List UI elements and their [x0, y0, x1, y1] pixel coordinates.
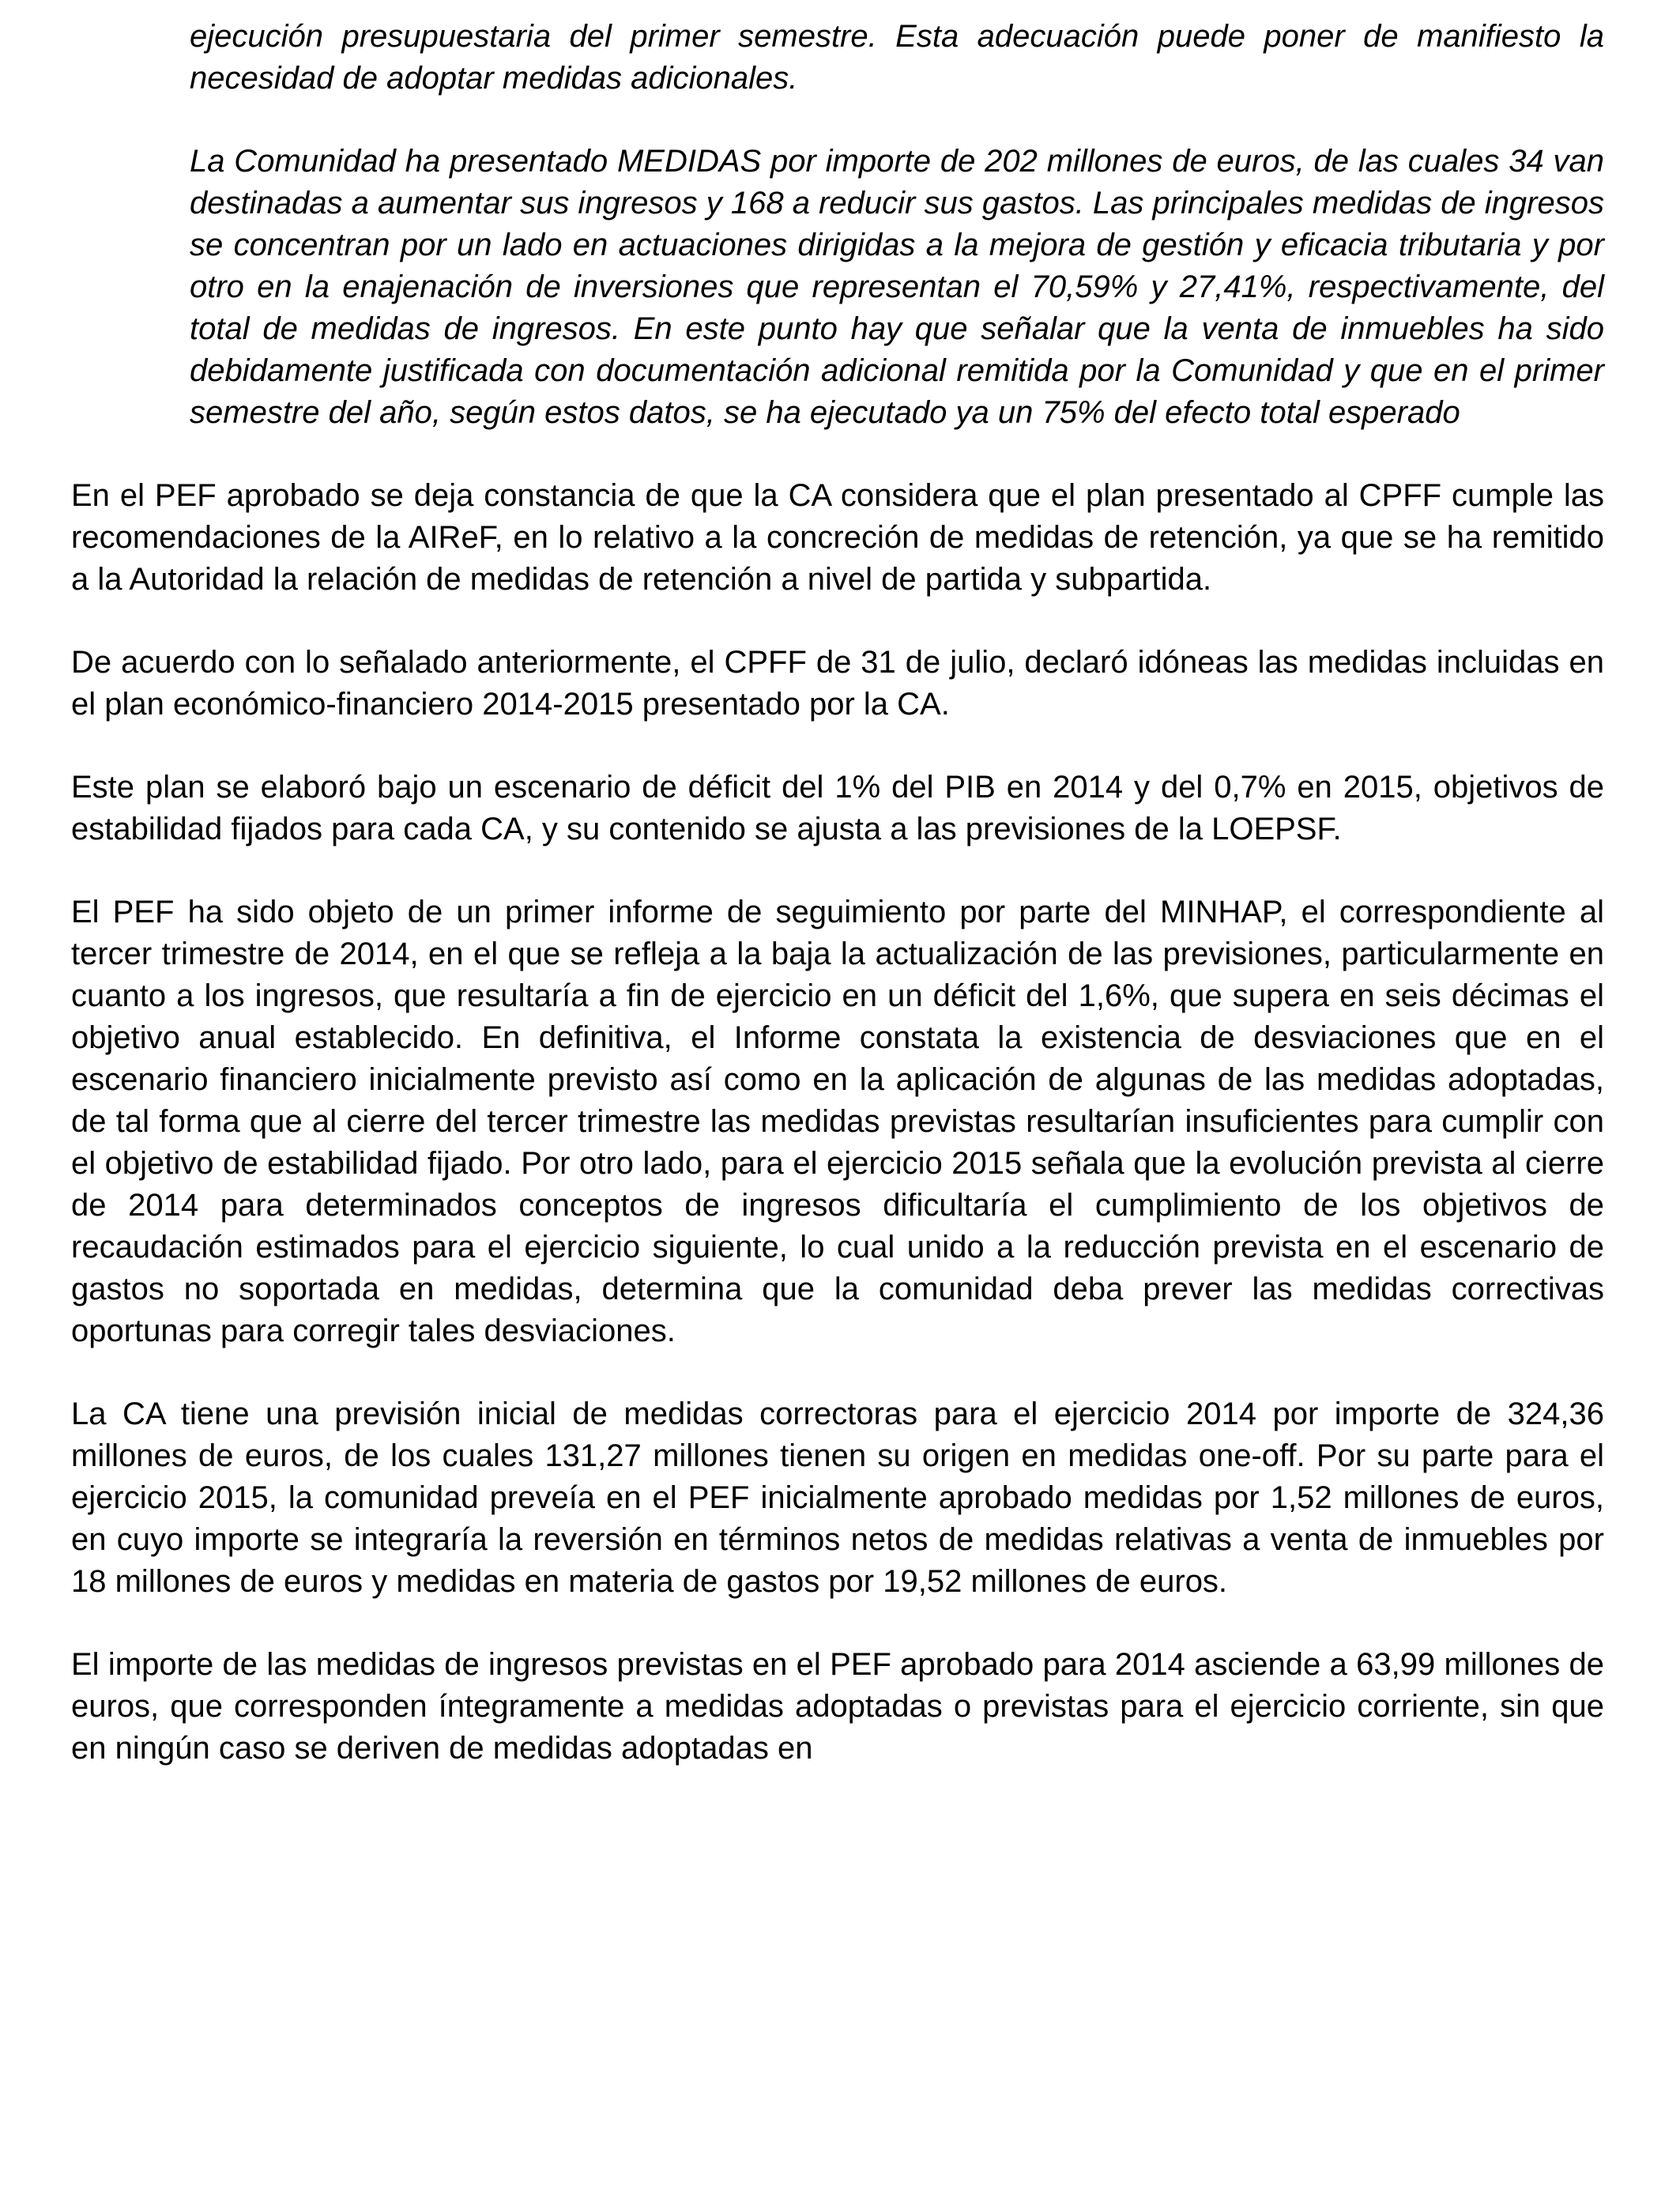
paragraph-deficit-scenario: Este plan se elaboró bajo un escenario de déficit del 1% del PIB en 2014 y del 0,7% en 2015, objetivos de estabilidad fijados para cada CA, y su contenido se ajusta a las previsiones de la LOEPSF. — [71, 770, 1604, 846]
paragraph-corrective-measures: La CA tiene una previsión inicial de medidas correctoras para el ejercicio 2014 por importe de 324,36 millones de euros, de los cuales 131,27 millones tienen su origen en medidas one-off. Por su parte para el ejercicio 2015, la comunidad preveía en el PEF inicialmente aprobado medidas por 1,52 millones de euros, en cuyo importe se integraría la reversión en términos netos de medidas relativas a venta de inmuebles por 18 millones de euros y medidas en materia de gastos por 19,52 millones de euros. — [71, 1397, 1604, 1599]
document-page — [71, 16, 1604, 1770]
paragraph-income-measures: El importe de las medidas de ingresos previstas en el PEF aprobado para 2014 asciende a 63,99 millones de euros, que corresponden íntegramente a medidas adoptadas o previstas para el ejercicio corriente, sin que en ningún caso se deriven de medidas adoptadas en — [71, 1647, 1604, 1766]
paragraph-cpff-idoneas: De acuerdo con lo señalado anteriormente, el CPFF de 31 de julio, declaró idóneas las medidas incluidas en el plan económico-financiero 2014-2015 presentado por la CA. — [71, 645, 1604, 722]
paragraph-pef-airef: En el PEF aprobado se deja constancia de que la CA considera que el plan presentado al CPFF cumple las recomendaciones de la AIReF, en lo relativo a la concreción de medidas de retención, ya que se ha remitido a la Autoridad la relación de medidas de retención a nivel de partida y subpartida. — [71, 478, 1604, 597]
quoted-paragraph-1: ejecución presupuestaria del primer semestre. Esta adecuación puede poner de manifiesto la necesidad de adoptar medidas adicionales. — [190, 19, 1604, 96]
paragraph-minhap-report: El PEF ha sido objeto de un primer informe de seguimiento por parte del MINHAP, el correspondiente al tercer trimestre de 2014, en el que se refleja a la baja la actualización de las previsiones, particularmente en cuanto a los ingresos, que resultaría a fin de ejercicio en un déficit del 1,6%, que supera en seis décimas el objetivo anual establecido. En definitiva, el Informe constata la existencia de desviaciones que en el escenario financiero inicialmente previsto así como en la aplicación de algunas de las medidas adoptadas, de tal forma que al cierre del tercer trimestre las medidas previstas resultarían insuficientes para cumplir con el objetivo de estabilidad fijado. Por otro lado, para el ejercicio 2015 señala que la evolución prevista al cierre de 2014 para determinados conceptos de ingresos dificultaría el cumplimiento de los objetivos de recaudación estimados para el ejercicio siguiente, lo cual unido a la reducción prevista en el escenario de gastos no soportada en medidas, determina que la comunidad deba prever las medidas correctivas oportunas para corregir tales desviaciones. — [71, 895, 1604, 1348]
quoted-paragraph-2: La Comunidad ha presentado MEDIDAS por importe de 202 millones de euros, de las cuales 34 van destinadas a aumentar sus ingresos y 168 a reducir sus gastos. Las principales medidas de ingresos se concentran por un lado en actuaciones dirigidas a la mejora de gestión y eficacia tributaria y por otro en la enajenación de inversiones que representan el 70,59% y 27,41%, respectivamente, del total de medidas de ingresos. En este punto hay que señalar que la venta de inmuebles ha sido debidamente justificada con documentación adicional remitida por la Comunidad y que en el primer semestre del año, según estos datos, se ha ejecutado ya un 75% del efecto total esperado — [190, 144, 1604, 430]
